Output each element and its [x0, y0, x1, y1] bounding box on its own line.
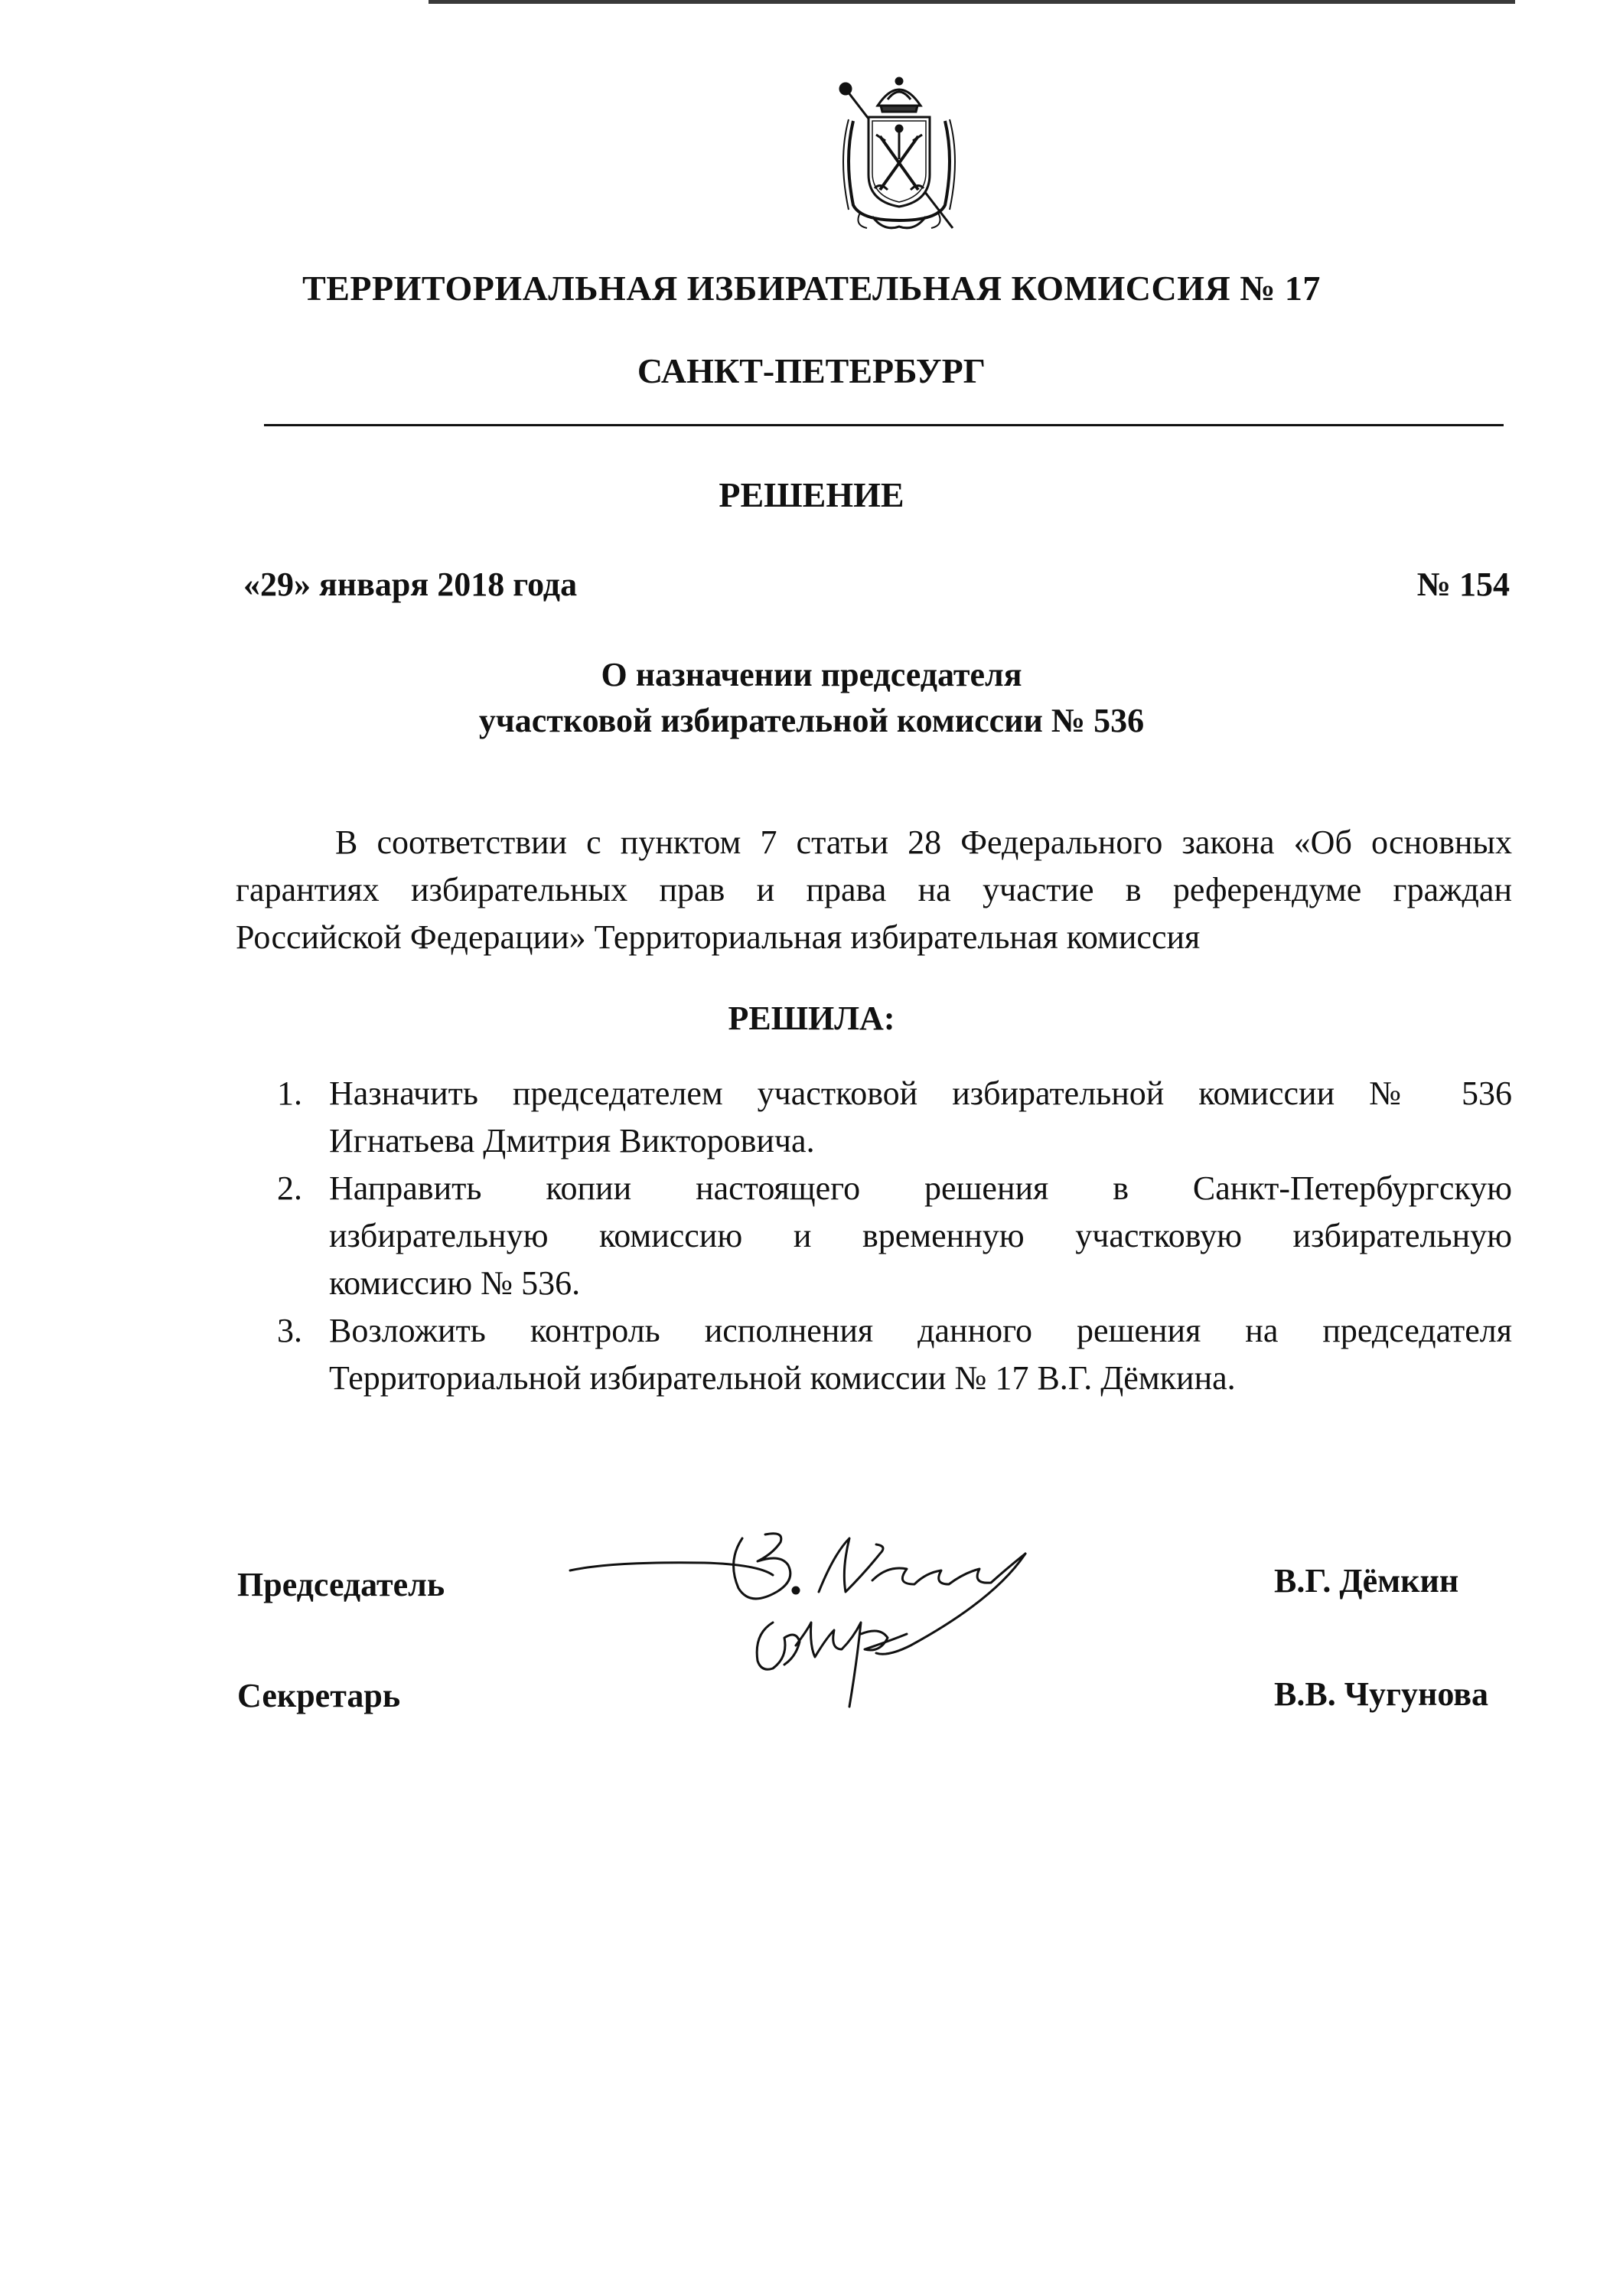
preamble-line: гарантиях избирательных прав и права на участие в референдуме граждан: [236, 871, 1512, 908]
preamble-line: Российской Федерации» Территориальная избирательная комиссия: [236, 918, 1201, 956]
resolution-list: [277, 1070, 1512, 1402]
list-item: [277, 1307, 1512, 1402]
list-item-text: Назначить председателем участковой избирательной комиссии № 536: [329, 1075, 1512, 1112]
list-item-number: 2.: [277, 1169, 302, 1207]
scan-edge-line: [429, 0, 1515, 4]
decision-number: № 154: [1416, 566, 1510, 603]
decision-date: «29» января 2018 года: [243, 566, 578, 603]
handwritten-signatures: [566, 1508, 1178, 1737]
header-divider: [264, 424, 1504, 426]
preamble-paragraph: [236, 819, 1512, 961]
list-item-text: Территориальной избирательной комиссии № 17 В.Г. Дёмкина.: [329, 1359, 1236, 1397]
list-item-text: Возложить контроль исполнения данного решения на председателя: [329, 1312, 1512, 1349]
list-item: [277, 1165, 1512, 1307]
list-item: [277, 1070, 1512, 1165]
city-title: САНКТ-ПЕТЕРБУРГ: [637, 351, 986, 390]
chair-label: Председатель: [237, 1566, 445, 1603]
list-item-text: избирательную комиссию и временную участковую избирательную: [329, 1217, 1512, 1254]
chair-name: В.Г. Дёмкин: [1274, 1562, 1459, 1600]
list-item-number: 1.: [277, 1075, 302, 1112]
secretary-label: Секретарь: [237, 1677, 401, 1714]
list-item-text: Направить копии настоящего решения в Санкт-Петербургскую: [329, 1169, 1512, 1207]
subject-line-1: О назначении председателя: [601, 656, 1022, 693]
document-type-heading: РЕШЕНИЕ: [719, 475, 904, 514]
list-item-number: 3.: [277, 1312, 302, 1349]
commission-title: ТЕРРИТОРИАЛЬНАЯ ИЗБИРАТЕЛЬНАЯ КОМИССИЯ № 17: [302, 269, 1321, 308]
preamble-line: В соответствии с пунктом 7 статьи 28 Федерального закона «Об основных: [335, 823, 1512, 861]
list-item-text: Игнатьева Дмитрия Викторовича.: [329, 1122, 815, 1159]
list-item-text: комиссию № 536.: [329, 1264, 581, 1302]
coat-of-arms-emblem: [830, 75, 968, 236]
subject-line-2: участковой избирательной комиссии № 536: [478, 702, 1145, 739]
resolved-heading: РЕШИЛА:: [728, 1000, 895, 1037]
secretary-name: В.В. Чугунова: [1274, 1675, 1488, 1713]
